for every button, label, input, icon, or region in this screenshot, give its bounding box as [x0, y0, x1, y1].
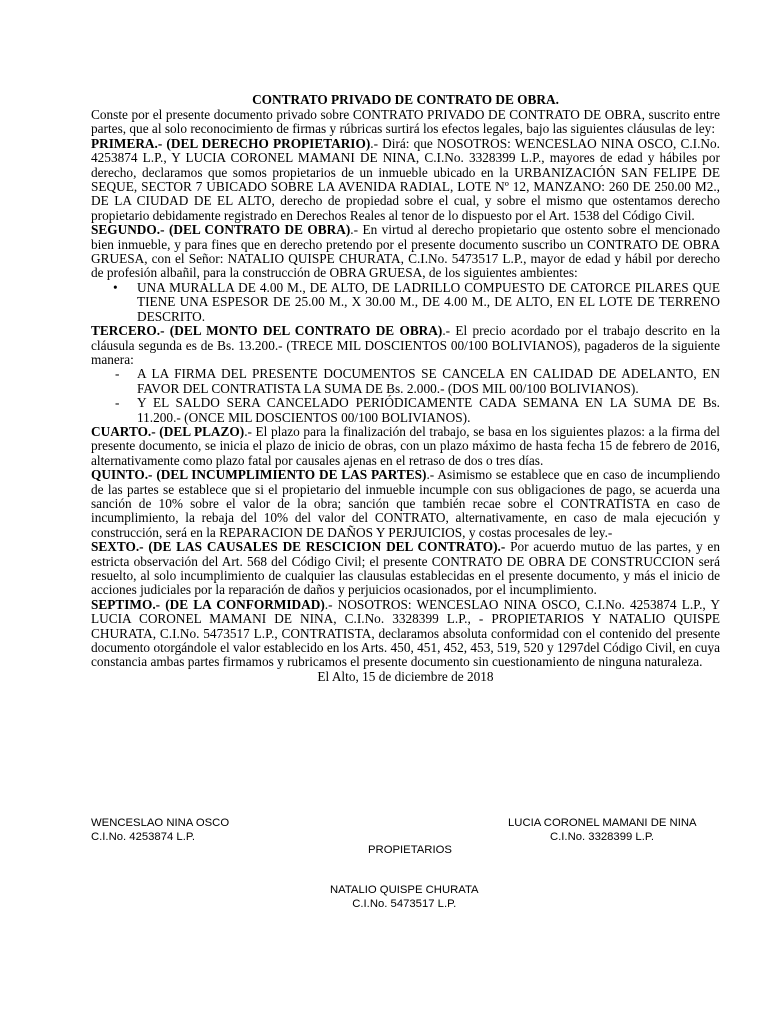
clause-septimo-heading: SEPTIMO.- (DE LA CONFORMIDAD)	[91, 596, 325, 612]
clause-tercero	[91, 324, 720, 367]
clause-segundo-text: .- En virtud al derecho propietario que ostento sobre el mencionado bien inmueble, y para fines que en derecho pretendo por el presente documento suscribo un CONTRATO DE OBRA GRUESA, con el Señor: NATALIO QUISPE CHURATA, C.I.No. 5473517 L.P., mayor de edad y hábil por derecho de profesión albañil, para la construcción de OBRA GRUESA, de los siguientes ambientes:	[91, 222, 720, 281]
clause-septimo	[91, 598, 720, 670]
owners-label: PROPIETARIOS	[368, 844, 452, 856]
signature-contractor-ci: C.I.No. 5473517 L.P.	[352, 897, 457, 910]
list-item: - A LA FIRMA DEL PRESENTE DOCUMENTOS SE CANCELA EN CALIDAD DE ADELANTO, EN FAVOR DEL CONTRATISTA LA SUMA DE Bs. 2.000.- (DOS MIL 00/100 BOLIVIANOS).	[91, 367, 720, 396]
clause-cuarto-heading: CUARTO.- (DEL PLAZO)	[91, 423, 245, 439]
signature-contractor-name: NATALIO QUISPE CHURATA	[330, 884, 479, 896]
clause-sexto-text: Por acuerdo mutuo de las partes, y en estricta observación del Art. 568 del Código Civil; el presente CONTRATO DE OBRA DE CONSTRUCCION será resuelto, al solo incumplimiento de cualquier las clausulas establecidas en el presente documento, y más el inicio de acciones judiciales por la reparación de daños y perjuicios ocasionados, por el incumplimiento.	[91, 539, 720, 598]
list-item: • UNA MURALLA DE 4.00 M., DE ALTO, DE LADRILLO COMPUESTO DE CATORCE PILARES QUE TIENE UNA ESPESOR DE 25.00 M., X 30.00 M., DE 4.00 M., DE ALTO, EN EL LOTE DE TERRENO DESCRITO.	[91, 281, 720, 324]
tercero-payment-list	[91, 367, 720, 425]
clause-septimo-text: .- NOSOTROS: WENCESLAO NINA OSCO, C.I.No. 4253874 L.P., Y LUCIA CORONEL MAMANI DE NINA, C.I.No. 3328399 L.P., - PROPIETARIOS Y NATALIO QUISPE CHURATA, C.I.No. 5473517 L.P., CONTRATISTA, declaramos absoluta conformidad con el contenido del presente documento otorgándole el valor establecido en los Arts. 450, 451, 452, 453, 519, 520 y 1297del Código Civil, en cuya constancia ambas partes firmamos y rubricamos el presente documento sin cuestionamiento de ninguna naturaleza.	[91, 596, 720, 670]
clause-cuarto-text: .- El plazo para la finalización del trabajo, se basa en los siguientes plazos: a la firma del presente documento, se inicia el plazo de inicio de obras, con un plazo máximo de hasta fecha 15 de febrero de 2016, alternativamente como plazo fatal por causales ajenas en el retraso de dos o tres días.	[91, 423, 720, 468]
clause-primera-heading: PRIMERA.- (DEL DERECHO PROPIETARIO)	[91, 135, 371, 151]
list-item: - Y EL SALDO SERA CANCELADO PERIÓDICAMENTE CADA SEMANA EN LA SUMA DE Bs. 11.200.- (ONCE MIL DOSCIENTOS 00/100 BOLIVIANOS).	[91, 396, 720, 425]
clause-tercero-text: .- El precio acordado por el trabajo descrito en la cláusula segunda es de Bs. 13.200.- (TRECE MIL DOSCIENTOS 00/100 BOLIVIANOS), pagaderos de la siguiente manera:	[91, 323, 720, 367]
clause-primera-text: .- Dirá: que NOSOTROS: WENCESLAO NINA OSCO, C.I.No. 4253874 L.P., Y LUCIA CORONEL MAMANI DE NINA, C.I.No. 3328399 L.P., mayores de edad y hábiles por derecho, declaramos que somos propietarios de un inmueble ubicado en la URBANIZACIÓN SAN FELIPE DE SEQUE, SECTOR 7 UBICADO SOBRE LA AVENIDA RADIAL, LOTE Nº 12, MANZANO: 260 DE 250.00 M2., DE LA CIUDAD DE EL ALTO, derecho de propiedad sobre el cual, y sobre el mismo que ostentamos derecho propietario debidamente registrado en Derechos Reales al tenor de lo dispuesto por el Art. 1538 del Código Civil.	[91, 135, 720, 223]
intro-paragraph: Conste por el presente documento privado sobre CONTRATO PRIVADO DE CONTRATO DE OBRA, suscrito entre partes, que al solo reconocimiento de firmas y rúbricas surtirá los efectos legales, bajo las siguientes cláusulas de ley:	[91, 107, 720, 137]
clause-quinto	[91, 468, 720, 540]
signature-contractor	[330, 884, 479, 911]
clause-cuarto	[91, 425, 720, 468]
clause-sexto-heading: SEXTO.- (DE LAS CAUSALES DE RESCICION DEL CONTRATO).-	[91, 539, 506, 555]
segundo-bullet-list	[91, 281, 720, 324]
document-title: CONTRATO PRIVADO DE CONTRATO DE OBRA.	[252, 92, 559, 107]
signature-left	[91, 817, 229, 844]
clause-sexto	[91, 540, 720, 598]
clause-segundo	[91, 223, 720, 281]
clause-primera	[91, 137, 720, 223]
signature-right-name: LUCIA CORONEL MAMANI DE NINA	[508, 817, 697, 829]
signature-right	[508, 817, 697, 844]
clause-quinto-heading: QUINTO.- (DEL INCUMPLIMIENTO DE LAS PARTES)	[91, 467, 427, 483]
signature-left-ci: C.I.No. 4253874 L.P.	[91, 830, 196, 843]
clause-segundo-heading: SEGUNDO.- (DEL CONTRATO DE OBRA)	[91, 222, 351, 238]
document-date: El Alto, 15 de diciembre de 2018	[317, 668, 494, 684]
clause-tercero-heading: TERCERO.- (DEL MONTO DEL CONTRATO DE OBRA)	[91, 323, 443, 339]
signature-right-ci: C.I.No. 3328399 L.P.	[550, 830, 655, 843]
clause-quinto-text: .- Asimismo se establece que en caso de incumpliendo de las partes se establece que si el propietario del inmueble incumple con sus obligaciones de pago, se acuerda una sanción de 10% sobre el valor de la obra; sanción que también recae sobre el CONTRATISTA en caso de incumplimiento, la rebaja del 10% del valor del CONTRATO, alternativamente, en caso de mala ejecución y construcción, será en la REPARACION DE DAÑOS Y PERJUICIOS, y costas procesales de ley.-	[91, 467, 720, 540]
signature-left-name: WENCESLAO NINA OSCO	[91, 817, 230, 829]
